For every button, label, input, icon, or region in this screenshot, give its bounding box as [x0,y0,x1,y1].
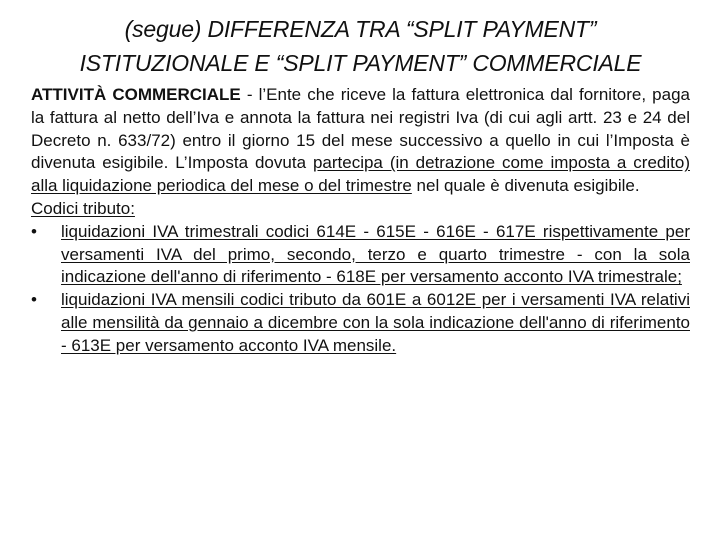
paragraph-text-2: nel quale è divenuta esigibile. [411,176,640,196]
paragraph-lead: ATTIVITÀ COMMERCIALE [31,85,241,104]
title-line-1: (segue) DIFFERENZA TRA “SPLIT PAYMENT” [124,16,597,42]
bullet-text-monthly: liquidazioni IVA mensili codici tributo da 601E a 6012E per i versamenti IVA relativi alle mensilità da gennaio a dicembre con la sola indicazione dell'anno di riferimento - 613E per versamento acconto IVA mensile. [61,290,690,355]
commercial-activity-paragraph [31,84,690,198]
codes-heading: Codici tributo: [31,198,135,218]
list-item [31,221,690,289]
slide-title [31,12,690,80]
slide-body [31,84,690,358]
bullet-text-quarterly: liquidazioni IVA trimestrali codici 614E - 615E - 616E - 617E rispettivamente per versamenti IVA del primo, secondo, terzo e quarto trimestre - con la sola indicazione dell'anno di riferimento - 618E per versamento acconto IVA trimestrale; [61,221,690,287]
bullet-marker: • [31,290,37,310]
paragraph-underlined-text: partecipa (in detrazione come imposta a credito) alla liquidazione periodica del mese o del trimestre [31,153,690,196]
paragraph-text-1: - l’Ente che riceve la fattura elettronica dal fornitore, paga la fattura al netto dell’Iva e annota la fattura nei registri Iva (di cui agli artt. 23 e 24 del Decreto n. 633/72) entro il giorno 15 del mese successivo a quello in cui l’Imposta è divenuta esigibile. L’Imposta dovuta [31,85,690,173]
list-item [31,289,690,357]
title-line-2: ISTITUZIONALE E “SPLIT PAYMENT” COMMERCIALE [79,50,642,76]
tax-codes-list [31,221,690,358]
bullet-marker: • [31,221,37,241]
